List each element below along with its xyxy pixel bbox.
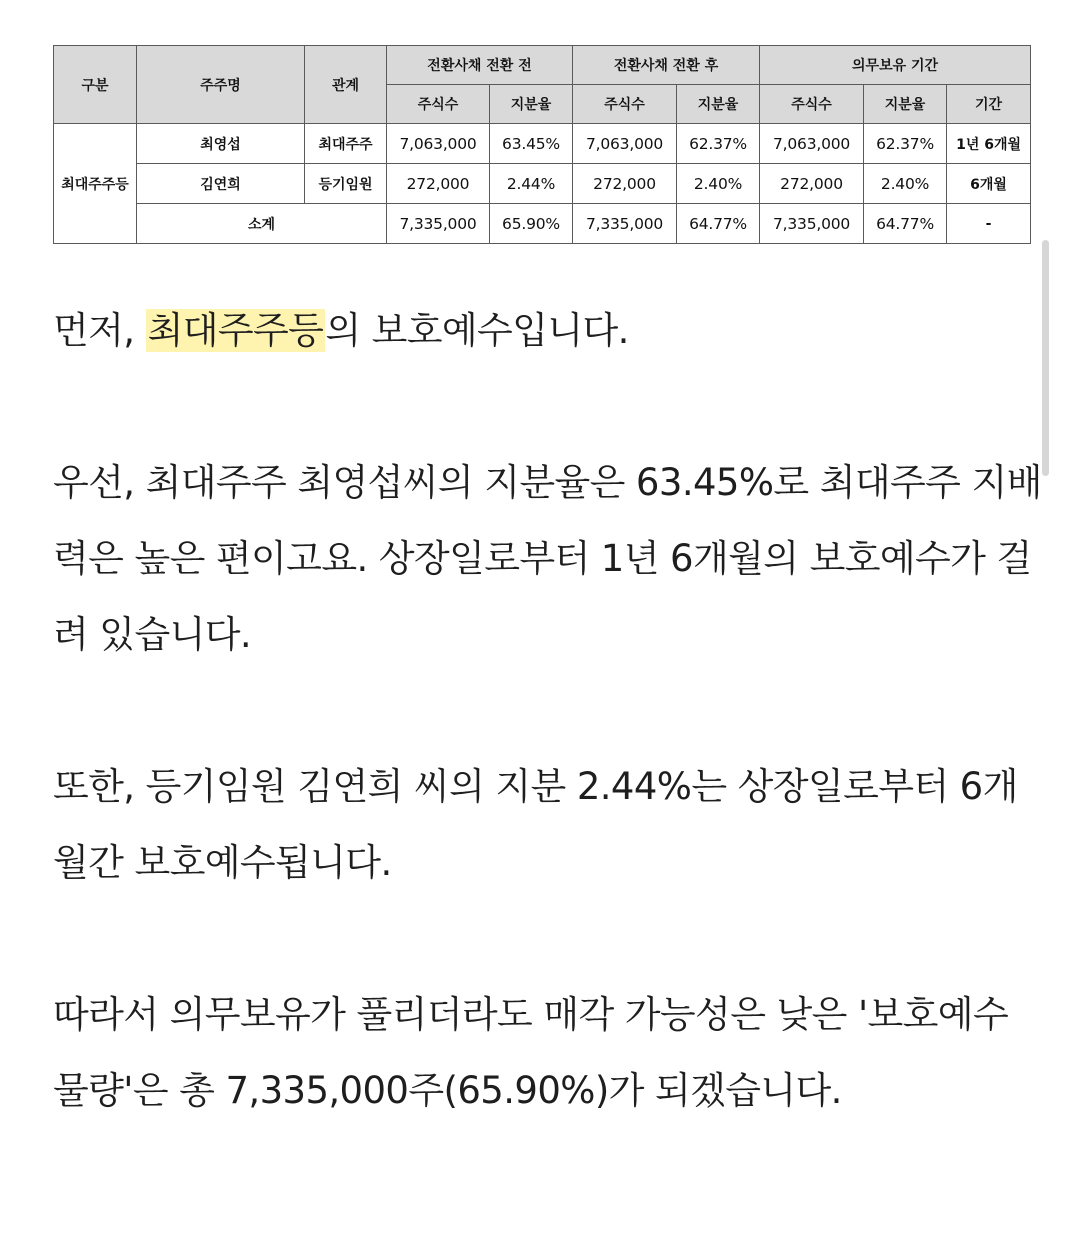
- before-ratio: 63.45%: [490, 124, 573, 164]
- lockup-table: [53, 45, 1031, 244]
- holder-name: 김연희: [137, 164, 305, 204]
- header-category: 구분: [54, 46, 137, 124]
- before-ratio: 2.44%: [490, 164, 573, 204]
- table-row: [54, 164, 1031, 204]
- header-after-shares: 주식수: [573, 85, 677, 124]
- group-label: 최대주주등: [54, 124, 137, 244]
- table-row: [54, 124, 1031, 164]
- vertical-scrollbar[interactable]: [1042, 240, 1049, 476]
- after-shares: 7,063,000: [573, 124, 677, 164]
- header-group-before: 전환사채 전환 전: [387, 46, 573, 85]
- header-group-after: 전환사채 전환 후: [573, 46, 760, 85]
- subtotal-lockup-shares: 7,335,000: [760, 204, 864, 244]
- paragraph-intro-after: 의 보호예수입니다.: [325, 309, 629, 352]
- subtotal-after-ratio: 64.77%: [677, 204, 760, 244]
- paragraph-intro: [53, 293, 1043, 369]
- paragraph-conclusion: 따라서 의무보유가 풀리더라도 매각 가능성은 낮은 '보호예수물량'은 총 7,335,000주(65.90%)가 되겠습니다.: [53, 993, 1009, 1112]
- lockup-table-container: [53, 45, 1030, 244]
- header-lockup-ratio: 지분율: [864, 85, 947, 124]
- subtotal-row: [54, 204, 1031, 244]
- table-header-row-1: [54, 46, 1031, 85]
- paragraph-major-shareholder: 우선, 최대주주 최영섭씨의 지분율은 63.45%로 최대주주 지배력은 높은 편이고요. 상장일로부터 1년 6개월의 보호예수가 걸려 있습니다.: [53, 461, 1042, 656]
- holder-name: 최영섭: [137, 124, 305, 164]
- paragraph-executive: 또한, 등기임원 김연희 씨의 지분 2.44%는 상장일로부터 6개월간 보호예수됩니다.: [53, 765, 1018, 884]
- before-shares: 7,063,000: [387, 124, 490, 164]
- after-shares: 272,000: [573, 164, 677, 204]
- lockup-ratio: 62.37%: [864, 124, 947, 164]
- article-body: [53, 293, 1043, 1205]
- holder-relation: 최대주주: [305, 124, 387, 164]
- header-after-ratio: 지분율: [677, 85, 760, 124]
- lockup-shares: 272,000: [760, 164, 864, 204]
- header-before-ratio: 지분율: [490, 85, 573, 124]
- lockup-period: 1년 6개월: [947, 124, 1031, 164]
- highlighted-text: 최대주주등: [147, 309, 324, 352]
- header-holder: 주주명: [137, 46, 305, 124]
- lockup-period: 6개월: [947, 164, 1031, 204]
- subtotal-after-shares: 7,335,000: [573, 204, 677, 244]
- subtotal-before-ratio: 65.90%: [490, 204, 573, 244]
- paragraph-intro-before: 먼저,: [53, 309, 146, 352]
- lockup-ratio: 2.40%: [864, 164, 947, 204]
- subtotal-label: 소계: [137, 204, 387, 244]
- before-shares: 272,000: [387, 164, 490, 204]
- subtotal-before-shares: 7,335,000: [387, 204, 490, 244]
- header-lockup-shares: 주식수: [760, 85, 864, 124]
- header-group-lockup: 의무보유 기간: [760, 46, 1031, 85]
- header-lockup-period: 기간: [947, 85, 1031, 124]
- after-ratio: 2.40%: [677, 164, 760, 204]
- lockup-shares: 7,063,000: [760, 124, 864, 164]
- subtotal-lockup-ratio: 64.77%: [864, 204, 947, 244]
- header-relation: 관계: [305, 46, 387, 124]
- holder-relation: 등기임원: [305, 164, 387, 204]
- after-ratio: 62.37%: [677, 124, 760, 164]
- header-before-shares: 주식수: [387, 85, 490, 124]
- subtotal-lockup-period: -: [947, 204, 1031, 244]
